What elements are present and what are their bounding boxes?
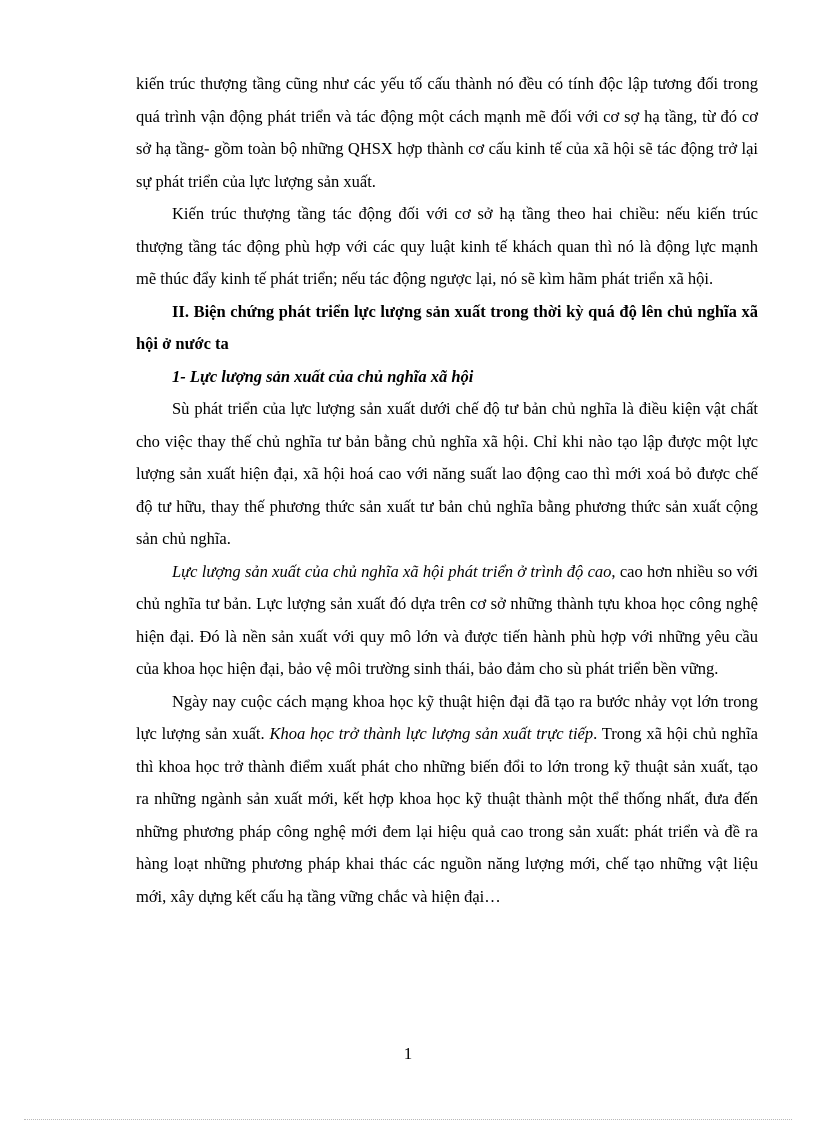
- paragraph-1: kiến trúc thượng tầng cũng như các yếu tố cấu thành nó đều có tính độc lập tương đối trong quá trình vận động phát triển và tác động một cách mạnh mẽ đối với cơ sợ hạ tầng, từ đó cơ sở hạ tầng- gồm toàn bộ những QHSX hợp thành cơ cấu kinh tế của xã hội sẽ tác động trở lại sự phát triển của lực lượng sản xuất.: [136, 74, 758, 191]
- paragraph-5-text: . Trong xã hội chủ nghĩa thì khoa học trở thành điểm xuất phát cho những biến đổi to lớn trong kỹ thuật sản xuất, tạo ra những ngành sản xuất mới, kết hợp khoa học kỹ thuật thành một thể thống nhất, đưa đến những phương pháp công nghệ mới đem lại hiệu quả cao trong sản xuất: phát triển và đề ra hàng loạt những phương pháp khai thác các nguồn năng lượng mới, chế tạo những vật liệu mới, xây dựng kết cấu hạ tầng vững chắc và hiện đại…: [136, 724, 758, 906]
- paragraph-4: [136, 556, 758, 686]
- subsection-heading: 1- Lực lượng sản xuất của chủ nghĩa xã hội: [172, 366, 474, 386]
- document-body: [136, 68, 758, 913]
- paragraph-5-emphasis: Khoa học trở thành lực lượng sản xuất trực tiếp: [269, 724, 594, 743]
- paragraph-2: Kiến trúc thượng tầng tác động đối với cơ sở hạ tầng theo hai chiều: nếu kiến trúc thượng tầng tác động phù hợp với các quy luật kinh tế khách quan thì nó là động lực mạnh mẽ thúc đẩy kinh tế phát triển; nếu tác động ngược lại, nó sẽ kìm hãm phát triển xã hội.: [136, 204, 758, 288]
- section-heading: II. Biện chứng phát triển lực lượng sản xuất trong thời kỳ quá độ lên chủ nghĩa xã hội ở nước ta: [136, 301, 758, 353]
- paragraph-5: [136, 686, 758, 914]
- paragraph-3: Sù phát triển của lực lượng sản xuất dưới chế độ tư bản chủ nghĩa là điều kiện vật chất cho việc thay thế chủ nghĩa tư bản bằng chủ nghĩa xã hội. Chỉ khi nào tạo lập được một lực lượng sản xuất hiện đại, xã hội hoá cao với năng suất lao động cao thì mới xoá bỏ được chế độ tư hữu, thay thế phương thức sản xuất tư bản chủ nghĩa bằng phương thức sản xuất cộng sản chủ nghĩa.: [136, 399, 758, 548]
- page-number: 1: [403, 1044, 413, 1063]
- paragraph-4-text: , cao hơn nhiều so với chủ nghĩa tư bản. Lực lượng sản xuất đó dựa trên cơ sở những thành tựu khoa học công nghệ hiện đại. Đó là nền sản xuất với quy mô lớn và được tiến hành phù hợp với những yêu cầu của khoa học hiện đại, bảo vệ môi trường sinh thái, bảo đảm cho sù phát triển bền vững.: [136, 561, 758, 678]
- paragraph-4-emphasis: Lực lượng sản xuất của chủ nghĩa xã hội phát triển ở trình độ cao: [172, 561, 612, 581]
- paragraph-5-text-start: Ngày nay cuộc cách mạng khoa học kỹ thuật hiện đại đã tạo ra bước nhảy vọt lớn trong lực lượng sản xuất.: [136, 691, 758, 743]
- page-bottom-divider: [24, 1119, 792, 1120]
